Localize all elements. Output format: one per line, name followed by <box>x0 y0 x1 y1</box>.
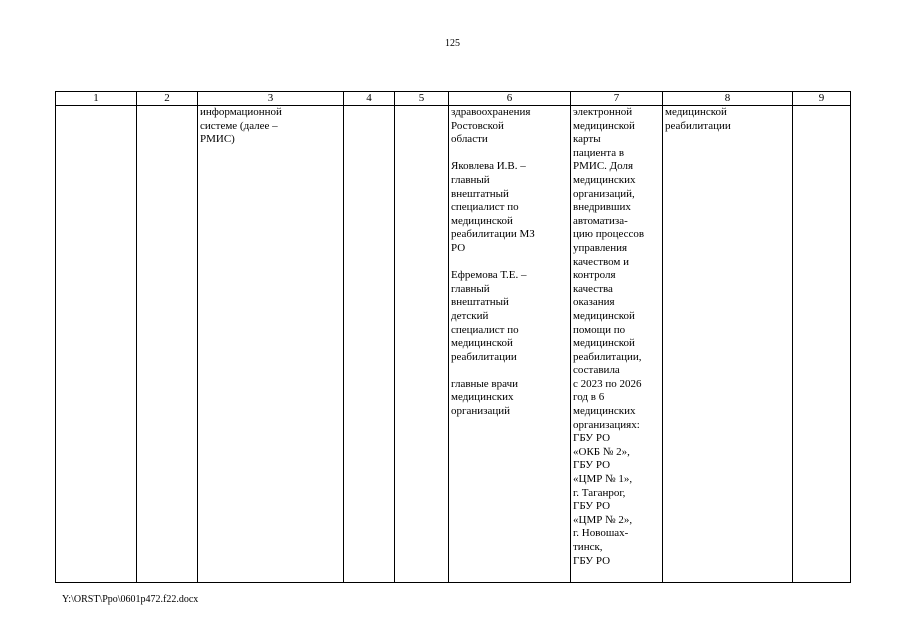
cell-text-line: пациента в <box>573 146 625 159</box>
table-header-row <box>56 92 851 106</box>
cell-text-line: информационной <box>200 106 282 118</box>
cell-text-line: реабилитации <box>451 350 517 363</box>
cell-text-line: электронной <box>573 106 633 118</box>
cell-text-line: составила <box>573 364 620 377</box>
column-header-1: 1 <box>56 92 137 106</box>
table-cell-col5 <box>395 106 449 583</box>
cell-text-line: медицинской <box>451 214 513 227</box>
cell-text-line: внедривших <box>573 201 631 214</box>
page-number: 125 <box>445 38 460 49</box>
cell-text-line: внештатный <box>451 296 509 309</box>
cell-text-line: ГБУ РО <box>573 500 611 513</box>
cell-text-line: медицинских <box>573 405 636 418</box>
table-row <box>56 106 851 583</box>
cell-text-line: медицинской <box>573 337 635 350</box>
cell-text-line: оказания <box>573 296 615 309</box>
cell-text-line: организациях: <box>573 418 640 431</box>
cell-spacer <box>451 147 568 161</box>
cell-text-line: специалист по <box>451 201 519 214</box>
cell-text-line: реабилитации <box>665 119 731 132</box>
cell-text-line: РМИС. Доля <box>573 160 634 173</box>
column-header-4: 4 <box>344 92 395 106</box>
cell-text-line: управления <box>573 241 628 254</box>
column-header-6: 6 <box>449 92 571 106</box>
cell-text-line: медицинской <box>573 119 635 132</box>
cell-spacer <box>451 364 568 378</box>
cell-text-line: с 2023 по 2026 <box>573 377 642 390</box>
table-cell-col6 <box>449 106 571 583</box>
document-table <box>55 91 851 583</box>
cell-text-line: внештатный <box>451 187 509 200</box>
cell-text-line: специалист по <box>451 323 519 336</box>
cell-text-line: организаций <box>451 405 511 418</box>
cell-text-line: помощи по <box>573 323 626 336</box>
cell-text-line: здравоохранения <box>451 106 531 118</box>
cell-text-line: «ЦМР № 1», <box>573 473 633 486</box>
cell-text-line: Ефремова Т.Е. – <box>451 269 527 282</box>
cell-text-line: области <box>451 133 488 146</box>
cell-text-line: г. Новошах- <box>573 527 629 540</box>
cell-text-line: ГБУ РО <box>573 432 611 445</box>
cell-text-line: цию процессов <box>573 228 645 241</box>
cell-text-line: контроля <box>573 269 616 282</box>
table-cell-col8 <box>663 106 793 583</box>
cell-text-line: автоматиза- <box>573 214 628 227</box>
cell-text-line: реабилитации, <box>573 350 642 363</box>
table-cell-col1 <box>56 106 137 583</box>
cell-text-line: «ОКБ № 2», <box>573 445 630 458</box>
cell-text-line: качеством и <box>573 255 630 268</box>
cell-text-line: главный <box>451 173 490 186</box>
column-header-5: 5 <box>395 92 449 106</box>
column-header-3: 3 <box>198 92 344 106</box>
column-header-2: 2 <box>137 92 198 106</box>
table-cell-col7 <box>571 106 663 583</box>
cell-text-line: карты <box>573 133 601 146</box>
cell-text-line: детский <box>451 309 489 322</box>
cell-text-line: Яковлева И.В. – <box>451 160 526 173</box>
cell-text-line: медицинских <box>573 173 636 186</box>
cell-text-line: медицинской <box>573 309 635 322</box>
cell-text-line: тинск, <box>573 541 603 553</box>
cell-text-line: реабилитации МЗ <box>451 228 535 241</box>
cell-text-line: качества <box>573 282 613 295</box>
cell-text-line: г. Таганрог, <box>573 486 626 499</box>
cell-text-line: главные врачи <box>451 377 518 390</box>
cell-text-line: РО <box>451 241 466 254</box>
table-cell-col9 <box>793 106 851 583</box>
cell-text-line: ГБУ РО <box>573 459 611 472</box>
cell-text-line: медицинских <box>451 391 514 404</box>
cell-text-line: медицинской <box>451 337 513 350</box>
column-header-7: 7 <box>571 92 663 106</box>
table-cell-col4 <box>344 106 395 583</box>
cell-spacer <box>451 256 568 270</box>
column-header-9: 9 <box>793 92 851 106</box>
table-cell-col2 <box>137 106 198 583</box>
cell-text-line: системе (далее – <box>200 119 278 132</box>
footer-file-path: Y:\ORST\Ppo\0601p472.f22.docx <box>62 594 199 605</box>
cell-text-line: главный <box>451 282 490 295</box>
column-header-8: 8 <box>663 92 793 106</box>
table-cell-col3 <box>198 106 344 583</box>
cell-text-line: год в 6 <box>573 391 605 404</box>
cell-text-line: «ЦМР № 2», <box>573 513 633 526</box>
cell-text-line: РМИС) <box>200 133 235 146</box>
cell-text-line: медицинской <box>665 106 727 118</box>
cell-text-line: ГБУ РО <box>573 554 611 567</box>
cell-text-line: организаций, <box>573 187 635 200</box>
cell-text-line: Ростовской <box>451 119 504 132</box>
